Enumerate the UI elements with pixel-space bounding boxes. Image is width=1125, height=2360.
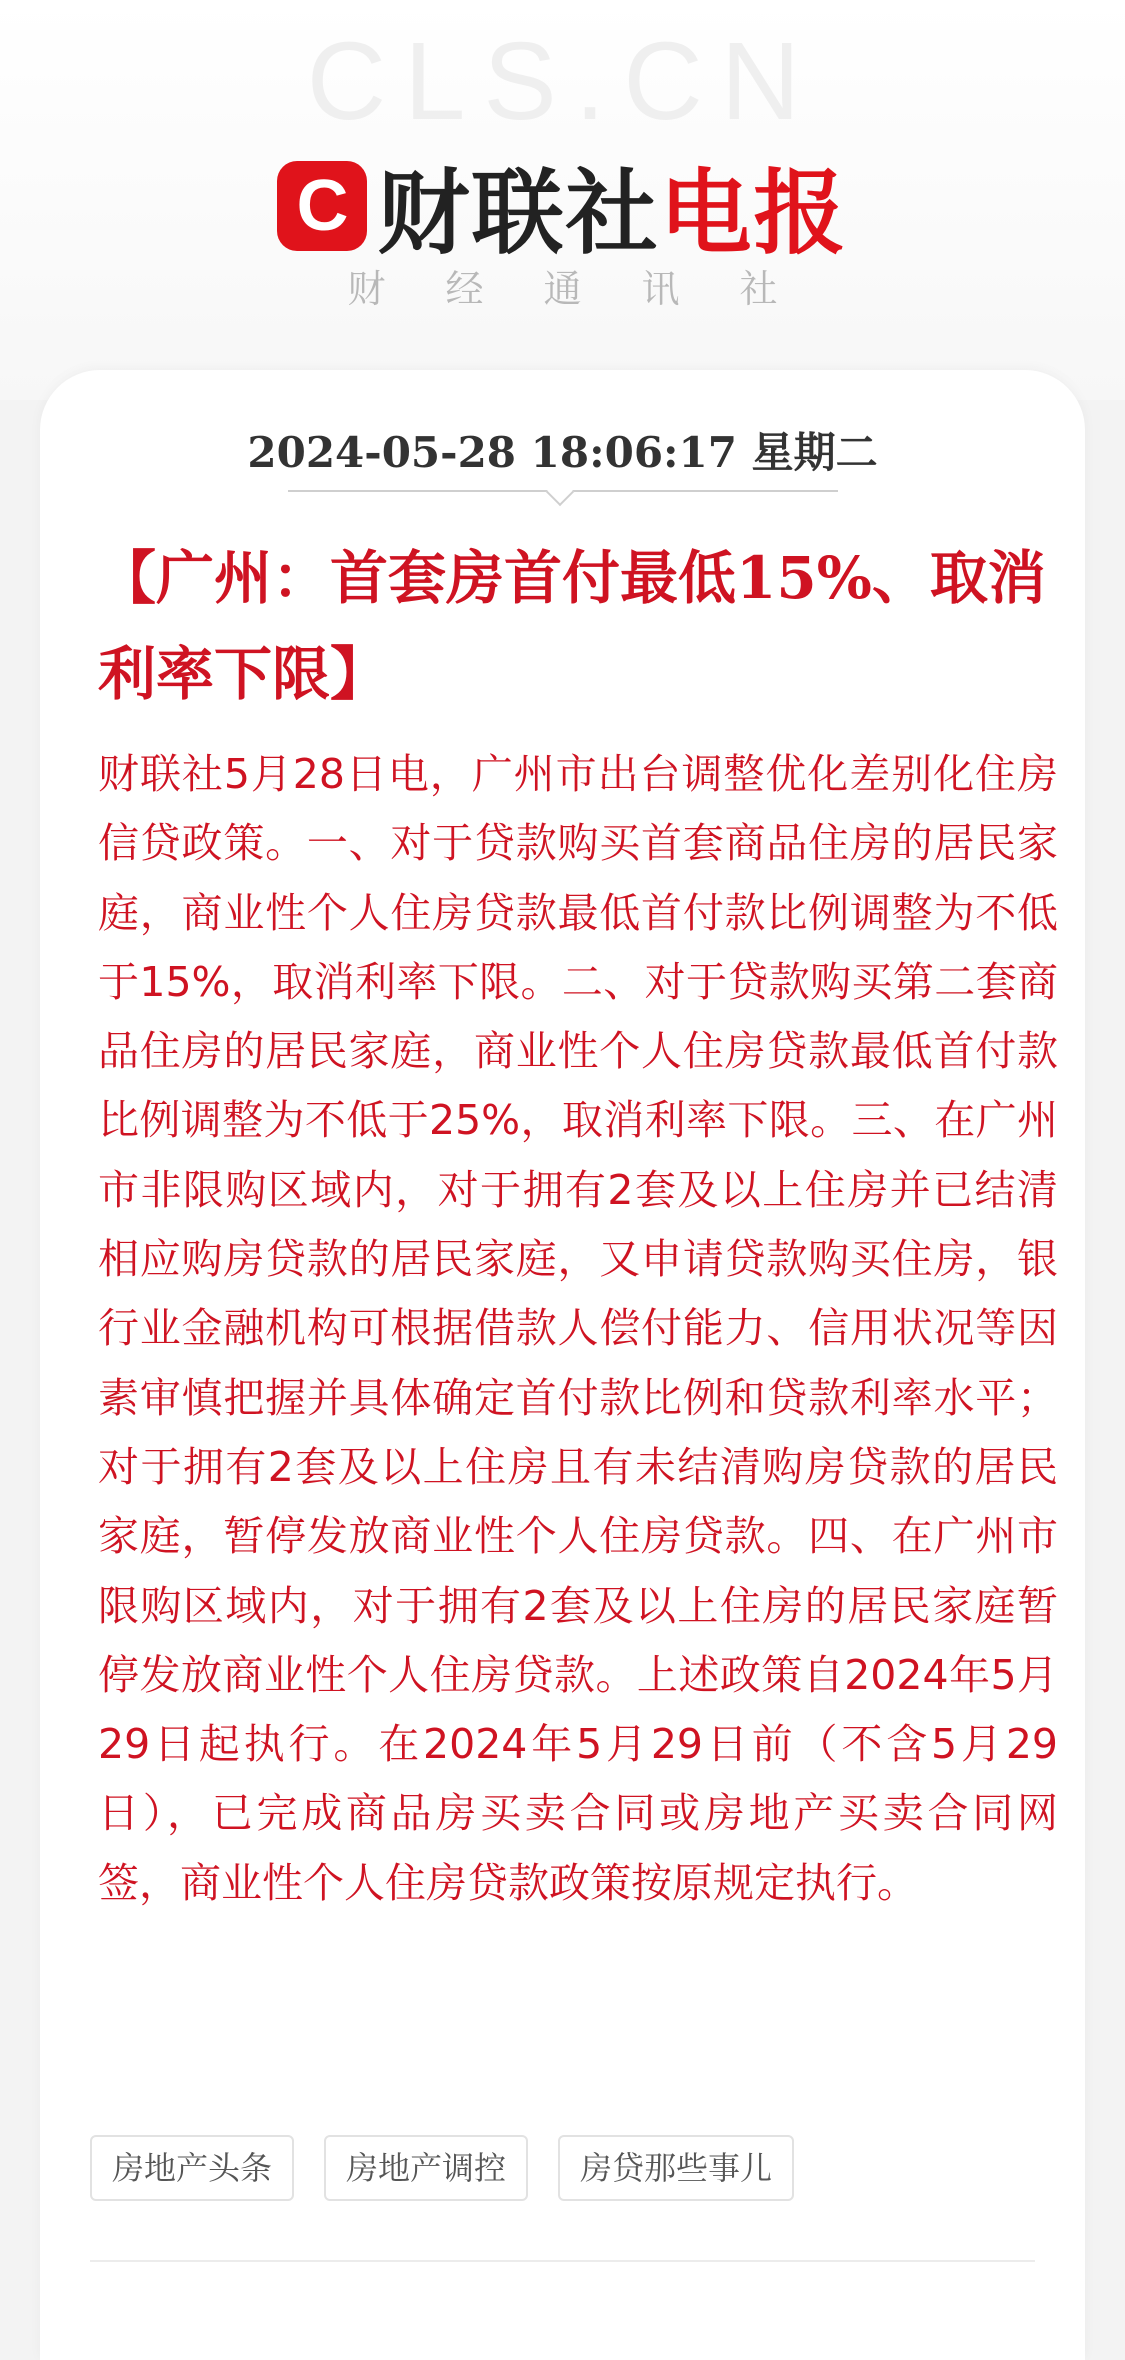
- brand-tagline: 财经通讯社: [347, 267, 838, 311]
- brand-name-black: 财联社: [377, 160, 660, 267]
- article-body: 财联社5月28日电，广州市出台调整优化差别化住房信贷政策。一、对于贷款购买首套商品住房的居民家庭，商业性个人住房贷款最低首付款比例调整为不低于15%，取消利率下限。二、对于贷款购买第二套商品住房的居民家庭，商业性个人住房贷款最低首付款比例调整为不低于25%，取消利率下限。三、在广州市非限购区域内，对于拥有2套及以上住房并已结清相应购房贷款的居民家庭，又申请贷款购买住房，银行业金融机构可根据借款人偿付能力、信用状况等因素审慎把握并具体确定首付款比例和贷款利率水平；对于拥有2套及以上住房且有未结清购房贷款的居民家庭，暂停发放商业性个人住房贷款。四、在广州市限购区域内，对于拥有2套及以上住房的居民家庭暂停发放商业性个人住房贷款。上述政策自2024年5月29日起执行。在2024年5月29日前（不含5月29日），已完成商品房买卖合同或房地产买卖合同网签，商业性个人住房贷款政策按原规定执行。: [98, 750, 1058, 1907]
- cls-logo-icon: C: [277, 161, 367, 251]
- brand-name: [377, 140, 847, 272]
- article-headline: 【广州：首套房首付最低15%、取消利率下限】: [98, 544, 1046, 708]
- tag-list: [90, 2135, 794, 2201]
- tag-real-estate-regulation[interactable]: 房地产调控: [324, 2135, 528, 2201]
- bottom-divider: [90, 2260, 1035, 2262]
- brand-logo-row: [0, 140, 1125, 272]
- date-divider-notch: [546, 478, 574, 506]
- header-area: [0, 0, 1125, 400]
- brand-name-red: 电报: [659, 160, 848, 267]
- article-datetime: 2024-05-28 18:06:17 星期二: [247, 428, 878, 477]
- watermark-text: CLS.CN: [306, 20, 819, 143]
- article-card: [40, 370, 1085, 2360]
- tag-mortgage-matters[interactable]: 房贷那些事儿: [558, 2135, 794, 2201]
- tag-real-estate-headlines[interactable]: 房地产头条: [90, 2135, 294, 2201]
